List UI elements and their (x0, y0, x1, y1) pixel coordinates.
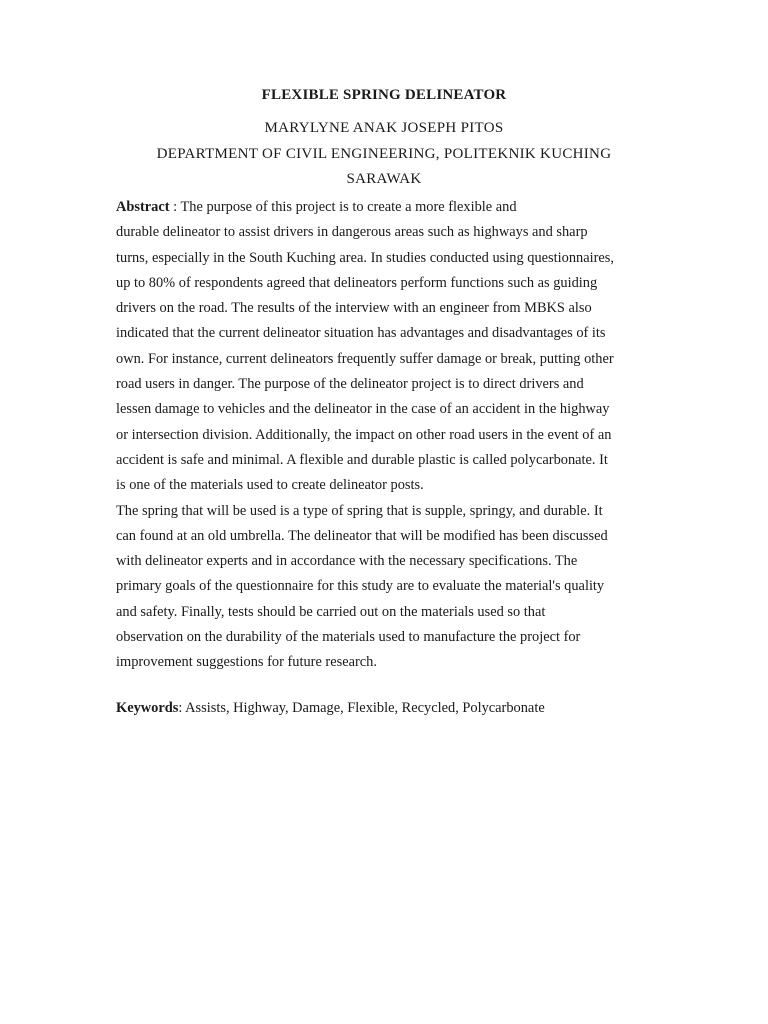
keywords-text: : Assists, Highway, Damage, Flexible, Recycled, Polycarbonate (178, 700, 545, 716)
abstract-line: turns, especially in the South Kuching area. In studies conducted using questionnaires, (116, 249, 614, 266)
abstract-line: can found at an old umbrella. The delineator that will be modified has been discussed (116, 527, 608, 544)
abstract-line: improvement suggestions for future research. (116, 654, 377, 671)
abstract-label: Abstract (116, 199, 170, 215)
author-name: MARYLYNE ANAK JOSEPH PITOS (264, 120, 504, 136)
abstract-line: and safety. Finally, tests should be carried out on the materials used so that (116, 603, 546, 620)
abstract-separator: : (169, 199, 181, 215)
abstract-line: drivers on the road. The results of the interview with an engineer from MBKS also (116, 300, 592, 317)
author-region: SARAWAK (346, 171, 422, 187)
abstract-line (116, 195, 656, 220)
abstract-line: The spring that will be used is a type of spring that is supple, springy, and durable. It (116, 502, 603, 519)
abstract-line: own. For instance, current delineators frequently suffer damage or break, putting other (116, 350, 614, 367)
abstract-block (116, 195, 656, 676)
abstract-line: with delineator experts and in accordance with the necessary specifications. The (116, 553, 578, 570)
abstract-line: lessen damage to vehicles and the delineator in the case of an accident in the highway (116, 401, 610, 418)
abstract-line: indicated that the current delineator situation has advantages and disadvantages of its (116, 325, 606, 342)
abstract-line: primary goals of the questionnaire for this study are to evaluate the material's quality (116, 578, 605, 595)
paper-title: FLEXIBLE SPRING DELINEATOR (261, 87, 507, 103)
abstract-line: road users in danger. The purpose of the delineator project is to direct drivers and (116, 376, 584, 393)
abstract-line: durable delineator to assist drivers in dangerous areas such as highways and sharp (116, 224, 588, 241)
abstract-line: accident is safe and minimal. A flexible and durable plastic is called polycarbonate. It (116, 451, 608, 468)
abstract-line-text: The purpose of this project is to create a more flexible and (180, 199, 517, 215)
abstract-line: up to 80% of respondents agreed that delineators perform functions such as guiding (116, 274, 598, 291)
keywords-label: Keywords (116, 700, 179, 716)
abstract-line: is one of the materials used to create delineator posts. (116, 477, 424, 494)
keywords-line (116, 698, 545, 718)
abstract-line: observation on the durability of the materials used to manufacture the project for (116, 629, 581, 646)
abstract-line: or intersection division. Additionally, the impact on other road users in the event of an (116, 426, 612, 443)
author-affiliation: DEPARTMENT OF CIVIL ENGINEERING, POLITEKNIK KUCHING (156, 146, 612, 162)
